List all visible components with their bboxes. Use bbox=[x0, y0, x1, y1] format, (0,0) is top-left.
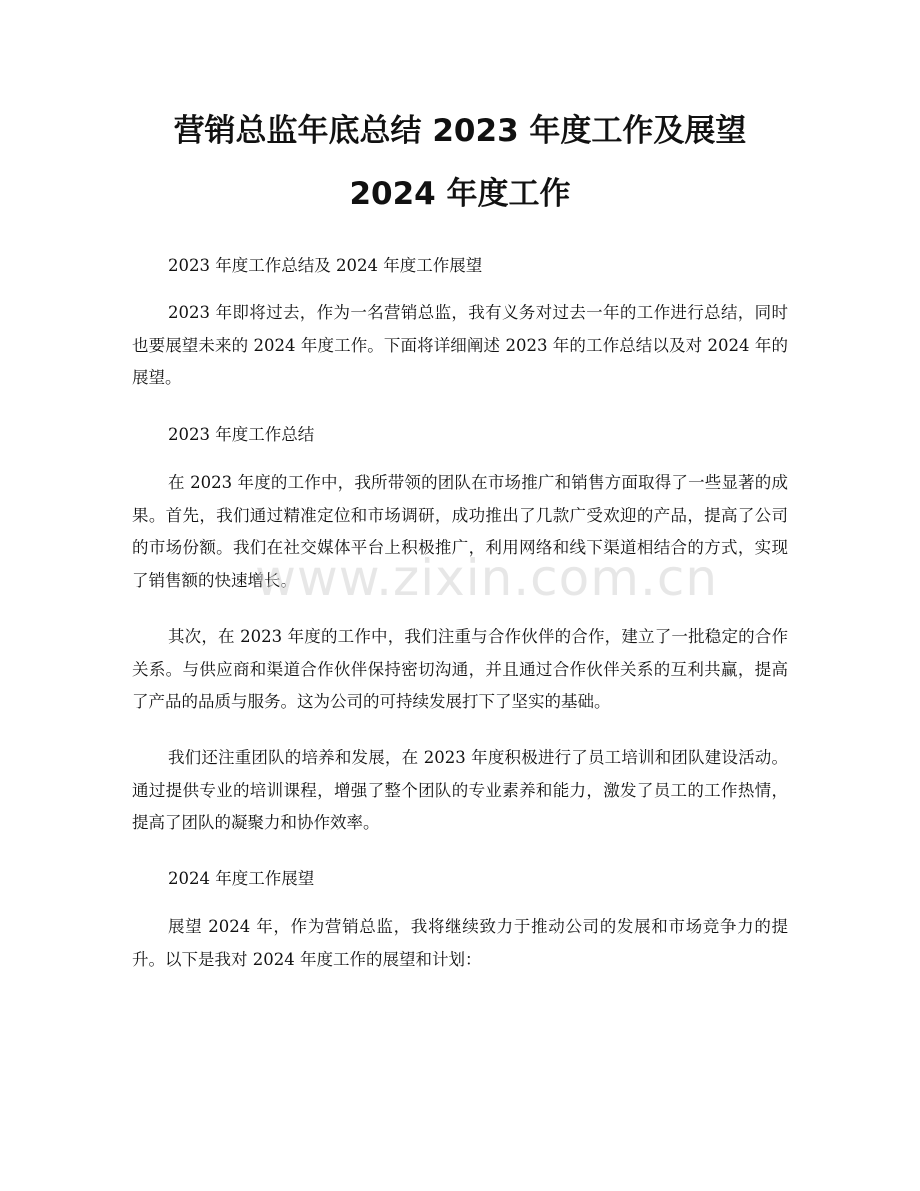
summary-paragraph-1: 在 2023 年度的工作中，我所带领的团队在市场推广和销售方面取得了一些显著的成果。首先，我们通过精准定位和市场调研，成功推出了几款广受欢迎的产品，提高了公司的市场份额。我们在社交媒体平台上积极推广，利用网络和线下渠道相结合的方式，实现了销售额的快速增长。 bbox=[132, 473, 788, 590]
summary-paragraph-2: 其次，在 2023 年度的工作中，我们注重与合作伙伴的合作，建立了一批稳定的合作关系。与供应商和渠道合作伙伴保持密切沟通，并且通过合作伙伴关系的互利共赢，提高了产品的品质与服务。这为公司的可持续发展打下了坚实的基础。 bbox=[132, 627, 788, 711]
document-title-line-2: 2024 年度工作 bbox=[349, 176, 571, 212]
intro-paragraph: 2023 年即将过去，作为一名营销总监，我有义务对过去一年的工作进行总结，同时也要展望未来的 2024 年度工作。下面将详细阐述 2023 年的工作总结以及对 2024 年的展望。 bbox=[132, 303, 788, 387]
outlook-paragraph: 展望 2024 年，作为营销总监，我将继续致力于推动公司的发展和市场竞争力的提升。以下是我对 2024 年度工作的展望和计划： bbox=[132, 917, 788, 969]
watermark: www.zixin.com.cn bbox=[255, 549, 719, 607]
summary-heading: 2023 年度工作总结 bbox=[168, 425, 315, 444]
intro-heading: 2023 年度工作总结及 2024 年度工作展望 bbox=[168, 256, 483, 275]
outlook-heading: 2024 年度工作展望 bbox=[168, 869, 315, 888]
summary-paragraph-3: 我们还注重团队的培养和发展，在 2023 年度积极进行了员工培训和团队建设活动。通过提供专业的培训课程，增强了整个团队的专业素养和能力，激发了员工的工作热情，提高了团队的凝聚力和协作效率。 bbox=[132, 748, 788, 832]
document-title-line-1: 营销总监年底总结 2023 年度工作及展望 bbox=[173, 113, 747, 149]
